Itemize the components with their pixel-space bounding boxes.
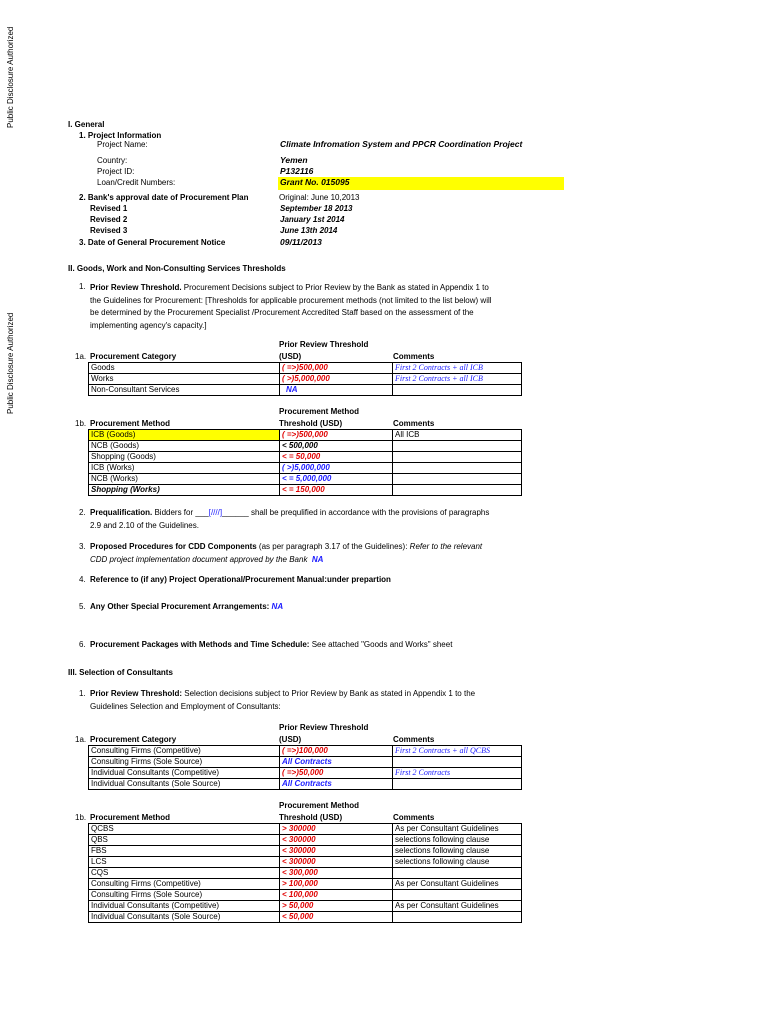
s3-t1b-col3: Comments [393, 813, 435, 822]
s3-t1a-col1: Procurement Category [90, 735, 177, 744]
cell-comment [393, 441, 522, 452]
s2-p5-bold: Any Other Special Procurement Arrangements: [90, 602, 270, 611]
s2-prequalification-paragraph [90, 507, 489, 532]
table-row [89, 430, 522, 441]
s2-p3-text: (as per paragraph 3.17 of the Guidelines): [256, 542, 410, 551]
s2-p1-bold: Prior Review Threshold. [90, 283, 182, 292]
cell-comment: selections following clause [393, 835, 522, 846]
country-value: Yemen [280, 155, 308, 165]
cell-threshold: < 300000 [280, 835, 393, 846]
s2-p3-italic: Refer to the relevant [409, 542, 483, 551]
cell-method: NCB (Goods) [89, 441, 280, 452]
s2-t1a-header1: Prior Review Threshold [279, 340, 369, 349]
cell-threshold: NA [280, 385, 393, 396]
cell-method: Individual Consultants (Competitive) [89, 901, 280, 912]
s2-p1-line3: be determined by the Procurement Specialist /Procurement Accredited Staff based on the assessment of the [90, 308, 474, 317]
table-row [89, 374, 522, 385]
revised2-label: Revised 2 [90, 215, 128, 224]
s2-t1b-header1: Procurement Method [279, 407, 360, 416]
table-row [89, 879, 522, 890]
s2-p6-bold: Procurement Packages with Methods and Time Schedule: [90, 640, 310, 649]
cell-method: Consulting Firms (Sole Source) [89, 890, 280, 901]
cell-method: ICB (Goods) [89, 430, 280, 441]
cell-comment [393, 485, 522, 496]
cell-threshold: < 300000 [280, 846, 393, 857]
cell-method: Individual Consultants (Sole Source) [89, 912, 280, 923]
cell-comment [393, 890, 522, 901]
table-row [89, 824, 522, 835]
cell-threshold: > 50,000 [280, 901, 393, 912]
table-row [89, 363, 522, 374]
cell-method: Shopping (Goods) [89, 452, 280, 463]
cell-category: Non-Consultant Services [89, 385, 280, 396]
s3-category-table [88, 745, 522, 790]
s2-p1-line1: Procurement Decisions subject to Prior Review by the Bank as stated in Appendix 1 to [181, 283, 489, 292]
table-row [89, 474, 522, 485]
s2-p2-bold: Prequalification. [90, 508, 153, 517]
s2-t1a-col2: (USD) [279, 352, 302, 361]
cell-threshold: < 500,000 [280, 441, 393, 452]
s2-p1-num: 1. [79, 282, 86, 291]
s2-p4-num: 4. [79, 575, 86, 584]
table-row [89, 846, 522, 857]
cell-threshold: < = 150,000 [280, 485, 393, 496]
table-row [89, 779, 522, 790]
s2-cdd-paragraph [90, 541, 482, 566]
cell-method: Consulting Firms (Competitive) [89, 879, 280, 890]
cell-threshold: ( =>)500,000 [280, 363, 393, 374]
cell-comment [393, 463, 522, 474]
cell-comment [393, 452, 522, 463]
s2-p3-line2: CDD project implementation document approved by the Bank [90, 554, 308, 564]
table-row [89, 768, 522, 779]
cell-category: Goods [89, 363, 280, 374]
s3-t1a-col2: (USD) [279, 735, 302, 744]
cell-comment [393, 757, 522, 768]
cell-comment [393, 868, 522, 879]
loan-credit-label: Loan/Credit Numbers: [97, 178, 176, 187]
s2-t1b-col2: Threshold (USD) [279, 419, 343, 428]
loan-credit-value: Grant No. 015095 [280, 177, 350, 187]
s2-t1a-col3: Comments [393, 352, 435, 361]
s2-p2-blank: [////] [208, 508, 223, 517]
section-goods-heading: II. Goods, Work and Non-Consulting Services Thresholds [68, 264, 286, 273]
cell-category: Individual Consultants (Sole Source) [89, 779, 280, 790]
gpn-date-label: 3. Date of General Procurement Notice [79, 238, 226, 247]
table-row [89, 485, 522, 496]
s3-t1b-header1: Procurement Method [279, 801, 360, 810]
s2-p5-na: NA [271, 602, 284, 611]
cell-threshold: All Contracts [280, 757, 393, 768]
revised1-label: Revised 1 [90, 204, 128, 213]
country-label: Country: [97, 156, 128, 165]
s3-method-table [88, 823, 522, 923]
cell-threshold: > 300000 [280, 824, 393, 835]
s3-t1a-num: 1a. [75, 735, 87, 744]
cell-method: NCB (Works) [89, 474, 280, 485]
s2-t1b-num: 1b. [75, 419, 87, 428]
s2-p2-line2: 2.9 and 2.10 of the Guidelines. [90, 520, 199, 530]
cell-comment: First 2 Contracts + all QCBS [393, 746, 522, 757]
gpn-date-value: 09/11/2013 [280, 237, 322, 247]
s2-p3-bold: Proposed Procedures for CDD Components [90, 542, 257, 551]
table-row [89, 757, 522, 768]
cell-comment [393, 912, 522, 923]
s2-t1a-num: 1a. [75, 352, 87, 361]
table-row [89, 835, 522, 846]
s2-t1a-col1: Procurement Category [90, 352, 177, 361]
s2-p6-text: See attached "Goods and Works" sheet [309, 640, 453, 649]
cell-threshold: < = 50,000 [280, 452, 393, 463]
s3-prior-review-paragraph [90, 688, 475, 713]
cell-threshold: All Contracts [280, 779, 393, 790]
cell-comment: selections following clause [393, 857, 522, 868]
cell-threshold: ( >)5,000,000 [280, 463, 393, 474]
table-row [89, 912, 522, 923]
s2-p1-line2: the Guidelines for Procurement: [Thresholds for applicable procurement methods (not limited to the list below) will [90, 295, 492, 305]
table-row [89, 452, 522, 463]
approval-date-label: 2. Bank's approval date of Procurement Plan [79, 193, 249, 202]
table-row [89, 463, 522, 474]
s3-t1b-num: 1b. [75, 813, 87, 822]
s2-p2-post: ______ shall be prequlified in accordance with the provisions of paragraphs [222, 508, 490, 517]
cell-threshold: < 100,000 [280, 890, 393, 901]
cell-method: CQS [89, 868, 280, 879]
s2-p2-pre: Bidders for ___ [152, 508, 209, 517]
cell-category: Consulting Firms (Competitive) [89, 746, 280, 757]
project-information-label: 1. Project Information [79, 131, 162, 140]
revised3-label: Revised 3 [90, 226, 128, 235]
s2-p6-line [90, 640, 452, 649]
s2-prior-review-paragraph [90, 282, 492, 332]
s2-p5-line [90, 602, 283, 611]
s2-t1b-col3: Comments [393, 419, 435, 428]
revised2-value: January 1st 2014 [280, 215, 345, 224]
table-row [89, 857, 522, 868]
s2-t1b-col1: Procurement Method [90, 419, 171, 428]
original-date: Original: June 10,2013 [279, 193, 360, 202]
cell-comment: First 2 Contracts + all ICB [393, 374, 522, 385]
cell-comment [393, 385, 522, 396]
s2-p5-num: 5. [79, 602, 86, 611]
table-row [89, 746, 522, 757]
s2-p3-na: NA [311, 554, 324, 564]
cell-method: FBS [89, 846, 280, 857]
cell-comment: selections following clause [393, 846, 522, 857]
s2-p3-num: 3. [79, 542, 86, 551]
s3-p1-line2: Guidelines Selection and Employment of Consultants: [90, 701, 281, 711]
cell-method: ICB (Works) [89, 463, 280, 474]
cell-threshold: < 300,000 [280, 868, 393, 879]
s3-t1a-col3: Comments [393, 735, 435, 744]
cell-method: QCBS [89, 824, 280, 835]
cell-category: Works [89, 374, 280, 385]
cell-comment: As per Consultant Guidelines [393, 879, 522, 890]
side-label-2: Public Disclosure Authorized [6, 312, 15, 414]
s3-t1a-header1: Prior Review Threshold [279, 723, 369, 732]
s3-p1-text: Selection decisions subject to Prior Review by Bank as stated in Appendix 1 to the [182, 689, 476, 698]
cell-threshold: ( >)5,000,000 [280, 374, 393, 385]
project-name-value: Climate Infromation System and PPCR Coordination Project [280, 139, 523, 149]
table-row [89, 890, 522, 901]
cell-comment: All ICB [393, 430, 522, 441]
cell-comment [393, 779, 522, 790]
side-label-1: Public Disclosure Authorized [6, 26, 15, 128]
cell-method: QBS [89, 835, 280, 846]
s3-t1b-col2: Threshold (USD) [279, 813, 343, 822]
cell-threshold: ( =>)500,000 [280, 430, 393, 441]
cell-threshold: < = 5,000,000 [280, 474, 393, 485]
cell-method: LCS [89, 857, 280, 868]
cell-threshold: < 300000 [280, 857, 393, 868]
cell-threshold: > 100,000 [280, 879, 393, 890]
s2-p6-num: 6. [79, 640, 86, 649]
project-name-label: Project Name: [97, 140, 148, 149]
cell-comment [393, 474, 522, 485]
table-row [89, 441, 522, 452]
s2-p1-line4: implementing agency's capacity.] [90, 320, 207, 330]
table-row [89, 385, 522, 396]
cell-comment: First 2 Contracts + all ICB [393, 363, 522, 374]
cell-method: Shopping (Works) [89, 485, 280, 496]
s2-method-table [88, 429, 522, 496]
cell-comment: As per Consultant Guidelines [393, 824, 522, 835]
cell-category: Individual Consultants (Competitive) [89, 768, 280, 779]
s2-p4-text: Reference to (if any) Project Operational/Procurement Manual:under prepartion [90, 575, 391, 584]
cell-category: Consulting Firms (Sole Source) [89, 757, 280, 768]
section-general-heading: I. General [68, 120, 105, 129]
cell-threshold: ( =>)50,000 [280, 768, 393, 779]
cell-threshold: ( =>)100,000 [280, 746, 393, 757]
cell-comment: As per Consultant Guidelines [393, 901, 522, 912]
revised3-value: June 13th 2014 [280, 226, 338, 235]
s3-t1b-col1: Procurement Method [90, 813, 171, 822]
section-consultants-heading: III. Selection of Consultants [68, 668, 173, 677]
cell-comment: First 2 Contracts [393, 768, 522, 779]
project-id-label: Project ID: [97, 167, 135, 176]
s3-p1-bold: Prior Review Threshold: [90, 689, 183, 698]
revised1-value: September 18 2013 [280, 204, 353, 213]
project-id-value: P132116 [280, 166, 314, 176]
table-row [89, 868, 522, 879]
s3-p1-num: 1. [79, 689, 86, 698]
s2-category-table [88, 362, 522, 396]
cell-threshold: < 50,000 [280, 912, 393, 923]
s2-p2-num: 2. [79, 508, 86, 517]
table-row [89, 901, 522, 912]
